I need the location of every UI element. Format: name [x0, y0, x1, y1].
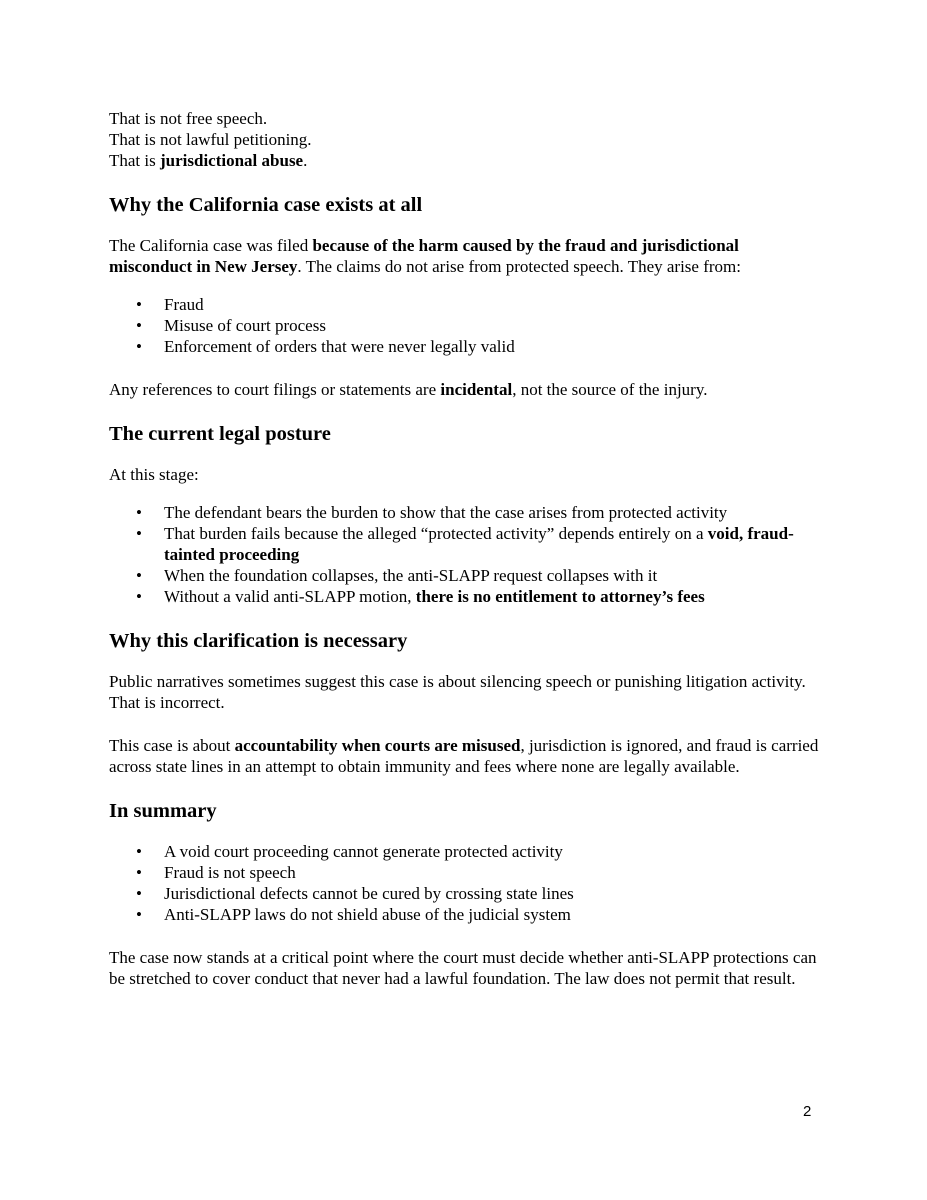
- heading-clarification: Why this clarification is necessary: [109, 630, 408, 652]
- list-item-text: Fraud: [164, 295, 204, 314]
- bullet-icon: •: [136, 566, 142, 585]
- section3-paragraph-2-end: , jurisdiction is ignored, and fraud is carried across state lines in an attempt to obtain immunity and fees where none are legally available.: [109, 736, 819, 776]
- section1-paragraph-2-end: , not the source of the injury.: [512, 380, 708, 399]
- list-item: [109, 841, 819, 862]
- list-item-text: Anti-SLAPP laws do not shield abuse of the judicial system: [164, 905, 571, 924]
- list-item: [109, 883, 819, 904]
- section1-paragraph-text: The California case was filed: [109, 236, 313, 255]
- list-item-text: A void court proceeding cannot generate protected activity: [164, 842, 563, 861]
- section2-intro: At this stage:: [109, 465, 199, 484]
- list-item-emphasis: there is no entitlement to attorney’s fees: [415, 587, 705, 606]
- bullet-icon: •: [136, 295, 142, 314]
- heading-california-case: Why the California case exists at all: [109, 194, 423, 216]
- section1-bullet-list: [109, 294, 819, 357]
- bullet-icon: •: [136, 316, 142, 335]
- list-item-emphasis: void, fraud-tainted proceeding: [164, 524, 794, 564]
- intro-line-3-text: That is: [109, 151, 160, 170]
- list-item: [109, 862, 819, 883]
- section3-paragraph-1: Public narratives sometimes suggest this case is about silencing speech or punishing litigation activity. That is incorrect.: [109, 672, 806, 712]
- list-item: [109, 294, 819, 315]
- list-item: [109, 586, 819, 607]
- document-page: [109, 108, 819, 989]
- intro-block: [109, 108, 819, 171]
- bullet-icon: •: [136, 905, 142, 924]
- list-item-text: Misuse of court process: [164, 316, 326, 335]
- intro-line-2: That is not lawful petitioning.: [109, 130, 312, 149]
- section2-bullet-list: [109, 502, 819, 607]
- list-item: [109, 565, 819, 586]
- bullet-icon: •: [136, 503, 142, 522]
- list-item-text: When the foundation collapses, the anti-SLAPP request collapses with it: [164, 566, 658, 585]
- intro-line-1: That is not free speech.: [109, 109, 268, 128]
- bullet-icon: •: [136, 337, 142, 356]
- section1-paragraph-emphasis: because of the harm caused by the fraud and jurisdictional misconduct in New Jersey: [109, 236, 739, 276]
- bullet-icon: •: [136, 863, 142, 882]
- list-item: [109, 315, 819, 336]
- section1-paragraph-2: [109, 379, 819, 400]
- list-item: [109, 336, 819, 357]
- list-item-text: Jurisdictional defects cannot be cured by crossing state lines: [164, 884, 574, 903]
- list-item-text: The defendant bears the burden to show that the case arises from protected activity: [164, 503, 728, 522]
- intro-line-3: [109, 150, 819, 171]
- list-item-text: Without a valid anti-SLAPP motion,: [164, 587, 416, 606]
- section3-paragraph-2: [109, 735, 819, 777]
- section4-bullet-list: [109, 841, 819, 925]
- section3-paragraph-2-emphasis: accountability when courts are misused: [234, 736, 521, 755]
- intro-line-3-end: .: [303, 151, 308, 170]
- section1-paragraph-2-emphasis: incidental: [440, 380, 513, 399]
- list-item: [109, 523, 819, 565]
- list-item-text: Fraud is not speech: [164, 863, 296, 882]
- heading-legal-posture: The current legal posture: [109, 423, 331, 445]
- intro-line-3-emphasis: jurisdictional abuse: [160, 151, 304, 170]
- section1-paragraph: [109, 235, 819, 277]
- closing-paragraph: The case now stands at a critical point where the court must decide whether anti-SLAPP protections can be stretched to cover conduct that never had a lawful foundation. The law does not permit that result.: [109, 948, 817, 988]
- page-number: 2: [803, 1103, 812, 1120]
- section1-paragraph-2-text: Any references to court filings or statements are: [109, 380, 441, 399]
- bullet-icon: •: [136, 842, 142, 861]
- list-item-text: That burden fails because the alleged “protected activity” depends entirely on a: [164, 524, 708, 543]
- bullet-icon: •: [136, 524, 142, 543]
- bullet-icon: •: [136, 587, 142, 606]
- section1-paragraph-end: . The claims do not arise from protected speech. They arise from:: [297, 257, 741, 276]
- list-item: [109, 502, 819, 523]
- list-item: [109, 904, 819, 925]
- bullet-icon: •: [136, 884, 142, 903]
- section3-paragraph-2-text: This case is about: [109, 736, 235, 755]
- list-item-text: Enforcement of orders that were never legally valid: [164, 337, 515, 356]
- heading-summary: In summary: [109, 800, 217, 822]
